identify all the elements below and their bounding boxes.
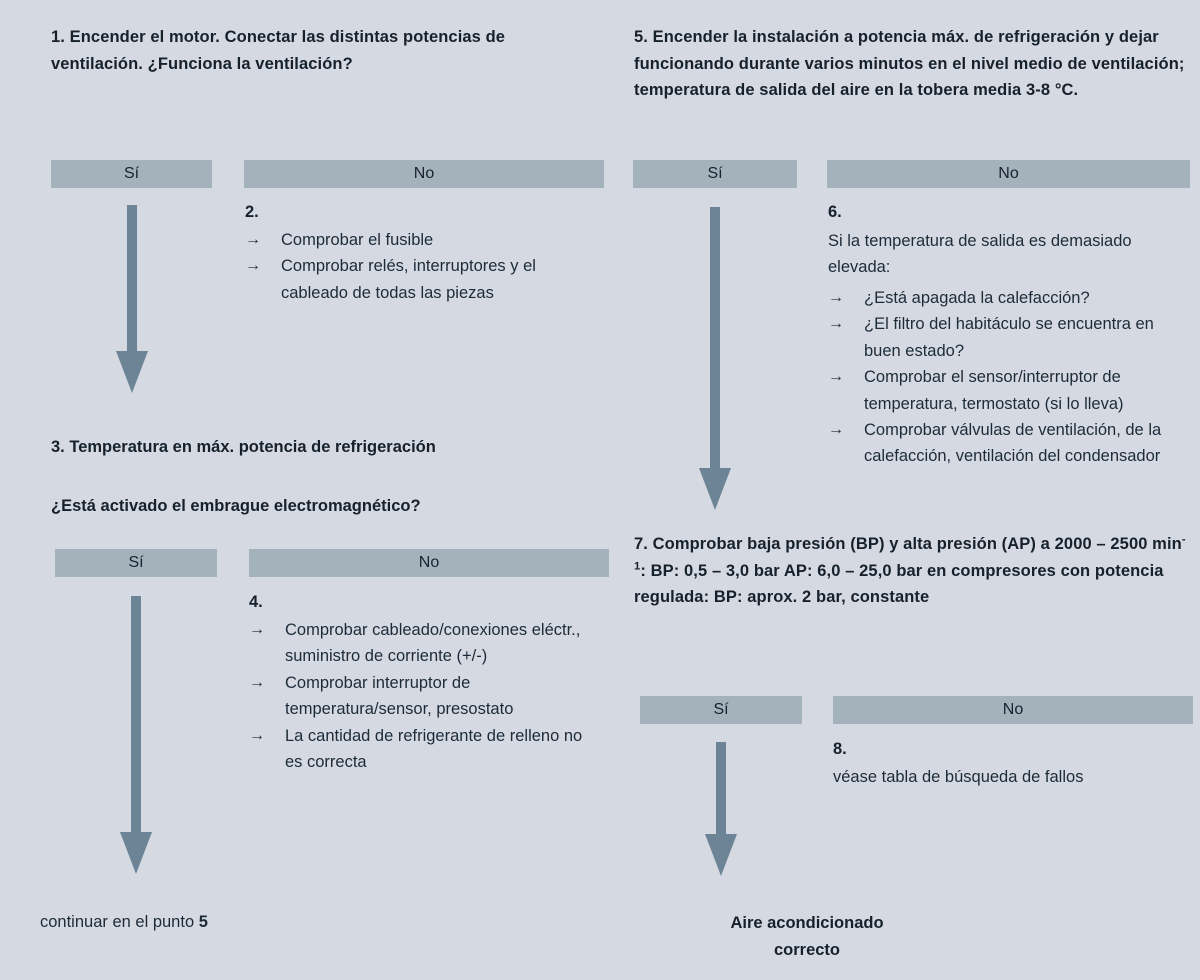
list-item bbox=[828, 285, 1190, 311]
arrow-bullet-icon: → bbox=[249, 726, 265, 744]
branch-1-yes-box[interactable]: Sí bbox=[51, 160, 212, 188]
list-item bbox=[249, 723, 599, 776]
list-item-text: Comprobar cableado/conexiones eléctr., suministro de corriente (+/-) bbox=[285, 621, 581, 666]
arrow-bullet-icon: → bbox=[249, 673, 265, 691]
list-item bbox=[828, 417, 1190, 470]
list-item bbox=[245, 227, 605, 253]
step-6-list bbox=[828, 285, 1190, 470]
arrow-bullet-icon: → bbox=[828, 315, 844, 333]
list-item bbox=[828, 311, 1190, 364]
right-footer bbox=[627, 910, 987, 963]
step-8-number: 8. bbox=[833, 740, 847, 758]
list-item-text: ¿El filtro del habitáculo se encuentra en buen estado? bbox=[864, 315, 1154, 360]
arrow-bullet-icon: → bbox=[245, 257, 261, 275]
left-footer bbox=[40, 910, 460, 935]
list-item-text: La cantidad de refrigerante de relleno no es correcta bbox=[285, 726, 583, 771]
list-item-text: Comprobar el sensor/interruptor de temperatura, termostato (si lo lleva) bbox=[864, 368, 1124, 413]
branch-2-no-box[interactable]: No bbox=[249, 549, 609, 577]
step-6-intro: Si la temperatura de salida es demasiado elevada: bbox=[828, 232, 1132, 277]
left-footer-prefix: continuar en el punto bbox=[40, 913, 199, 931]
list-item-text: Comprobar el fusible bbox=[281, 231, 434, 249]
step-4-list bbox=[249, 617, 599, 775]
step-7-part-1: 7. Comprobar baja presión (BP) y alta presión (AP) a 2000 – 2500 min bbox=[634, 535, 1182, 553]
list-item-text: Comprobar válvulas de ventilación, de la calefacción, ventilación del condensador bbox=[864, 420, 1162, 466]
list-item-text: ¿Está apagada la calefacción? bbox=[864, 289, 1090, 307]
arrow-bullet-icon: → bbox=[828, 368, 844, 386]
step-3-line-1: 3. Temperatura en máx. potencia de refrigeración bbox=[51, 438, 436, 456]
branch-4-no-box[interactable]: No bbox=[833, 696, 1193, 724]
arrow-bullet-icon: → bbox=[828, 420, 844, 438]
right-footer-line-2: correcto bbox=[773, 940, 841, 959]
step-4-number: 4. bbox=[249, 593, 263, 611]
flow-arrow-yes-4 bbox=[699, 742, 743, 878]
step-7-part-2: : BP: 0,5 – 3,0 bar AP: 6,0 – 25,0 bar en compresores con potencia regulada: BP: aprox. 2 bar, constante bbox=[634, 561, 1164, 607]
list-item bbox=[249, 670, 599, 723]
branch-3-no-box[interactable]: No bbox=[827, 160, 1190, 188]
list-item-text: Comprobar interruptor de temperatura/sensor, presostato bbox=[285, 673, 514, 719]
branch-4-yes-box[interactable]: Sí bbox=[640, 696, 802, 724]
arrow-bullet-icon: → bbox=[245, 231, 261, 248]
flow-arrow-yes-3 bbox=[693, 207, 737, 512]
step-2-list bbox=[245, 227, 605, 306]
list-item-text: Comprobar relés, interruptores y el cableado de todas las piezas bbox=[281, 257, 536, 302]
right-footer-line-1: Aire acondicionado bbox=[730, 914, 884, 932]
list-item bbox=[249, 617, 599, 670]
flow-arrow-yes-2 bbox=[114, 596, 158, 876]
branch-3-yes-box[interactable]: Sí bbox=[633, 160, 797, 188]
branch-2-yes-box[interactable]: Sí bbox=[55, 549, 217, 577]
branch-1-no-box[interactable]: No bbox=[244, 160, 604, 188]
step-5-instruction: 5. Encender la instalación a potencia máx. de refrigeración y dejar funcionando durante varios minutos en el nivel medio de ventilación; temperatura de salida del aire en la tobera media 3-8 °C. bbox=[634, 28, 1185, 100]
list-item bbox=[245, 253, 605, 306]
step-2-number: 2. bbox=[245, 203, 259, 221]
flow-arrow-yes-1 bbox=[110, 205, 154, 395]
arrow-bullet-icon: → bbox=[249, 621, 265, 638]
step-7-superscript: -1 bbox=[634, 533, 1186, 573]
arrow-bullet-icon: → bbox=[828, 289, 844, 306]
step-1-question: 1. Encender el motor. Conectar las distintas potencias de ventilación. ¿Funciona la ventilación? bbox=[51, 28, 506, 73]
step-6-number: 6. bbox=[828, 203, 842, 221]
left-footer-value: 5 bbox=[198, 913, 208, 931]
list-item bbox=[828, 364, 1190, 417]
step-7-instruction bbox=[634, 531, 1190, 611]
step-8-text: véase tabla de búsqueda de fallos bbox=[833, 768, 1084, 786]
step-3-line-2: ¿Está activado el embrague electromagnético? bbox=[51, 497, 421, 515]
